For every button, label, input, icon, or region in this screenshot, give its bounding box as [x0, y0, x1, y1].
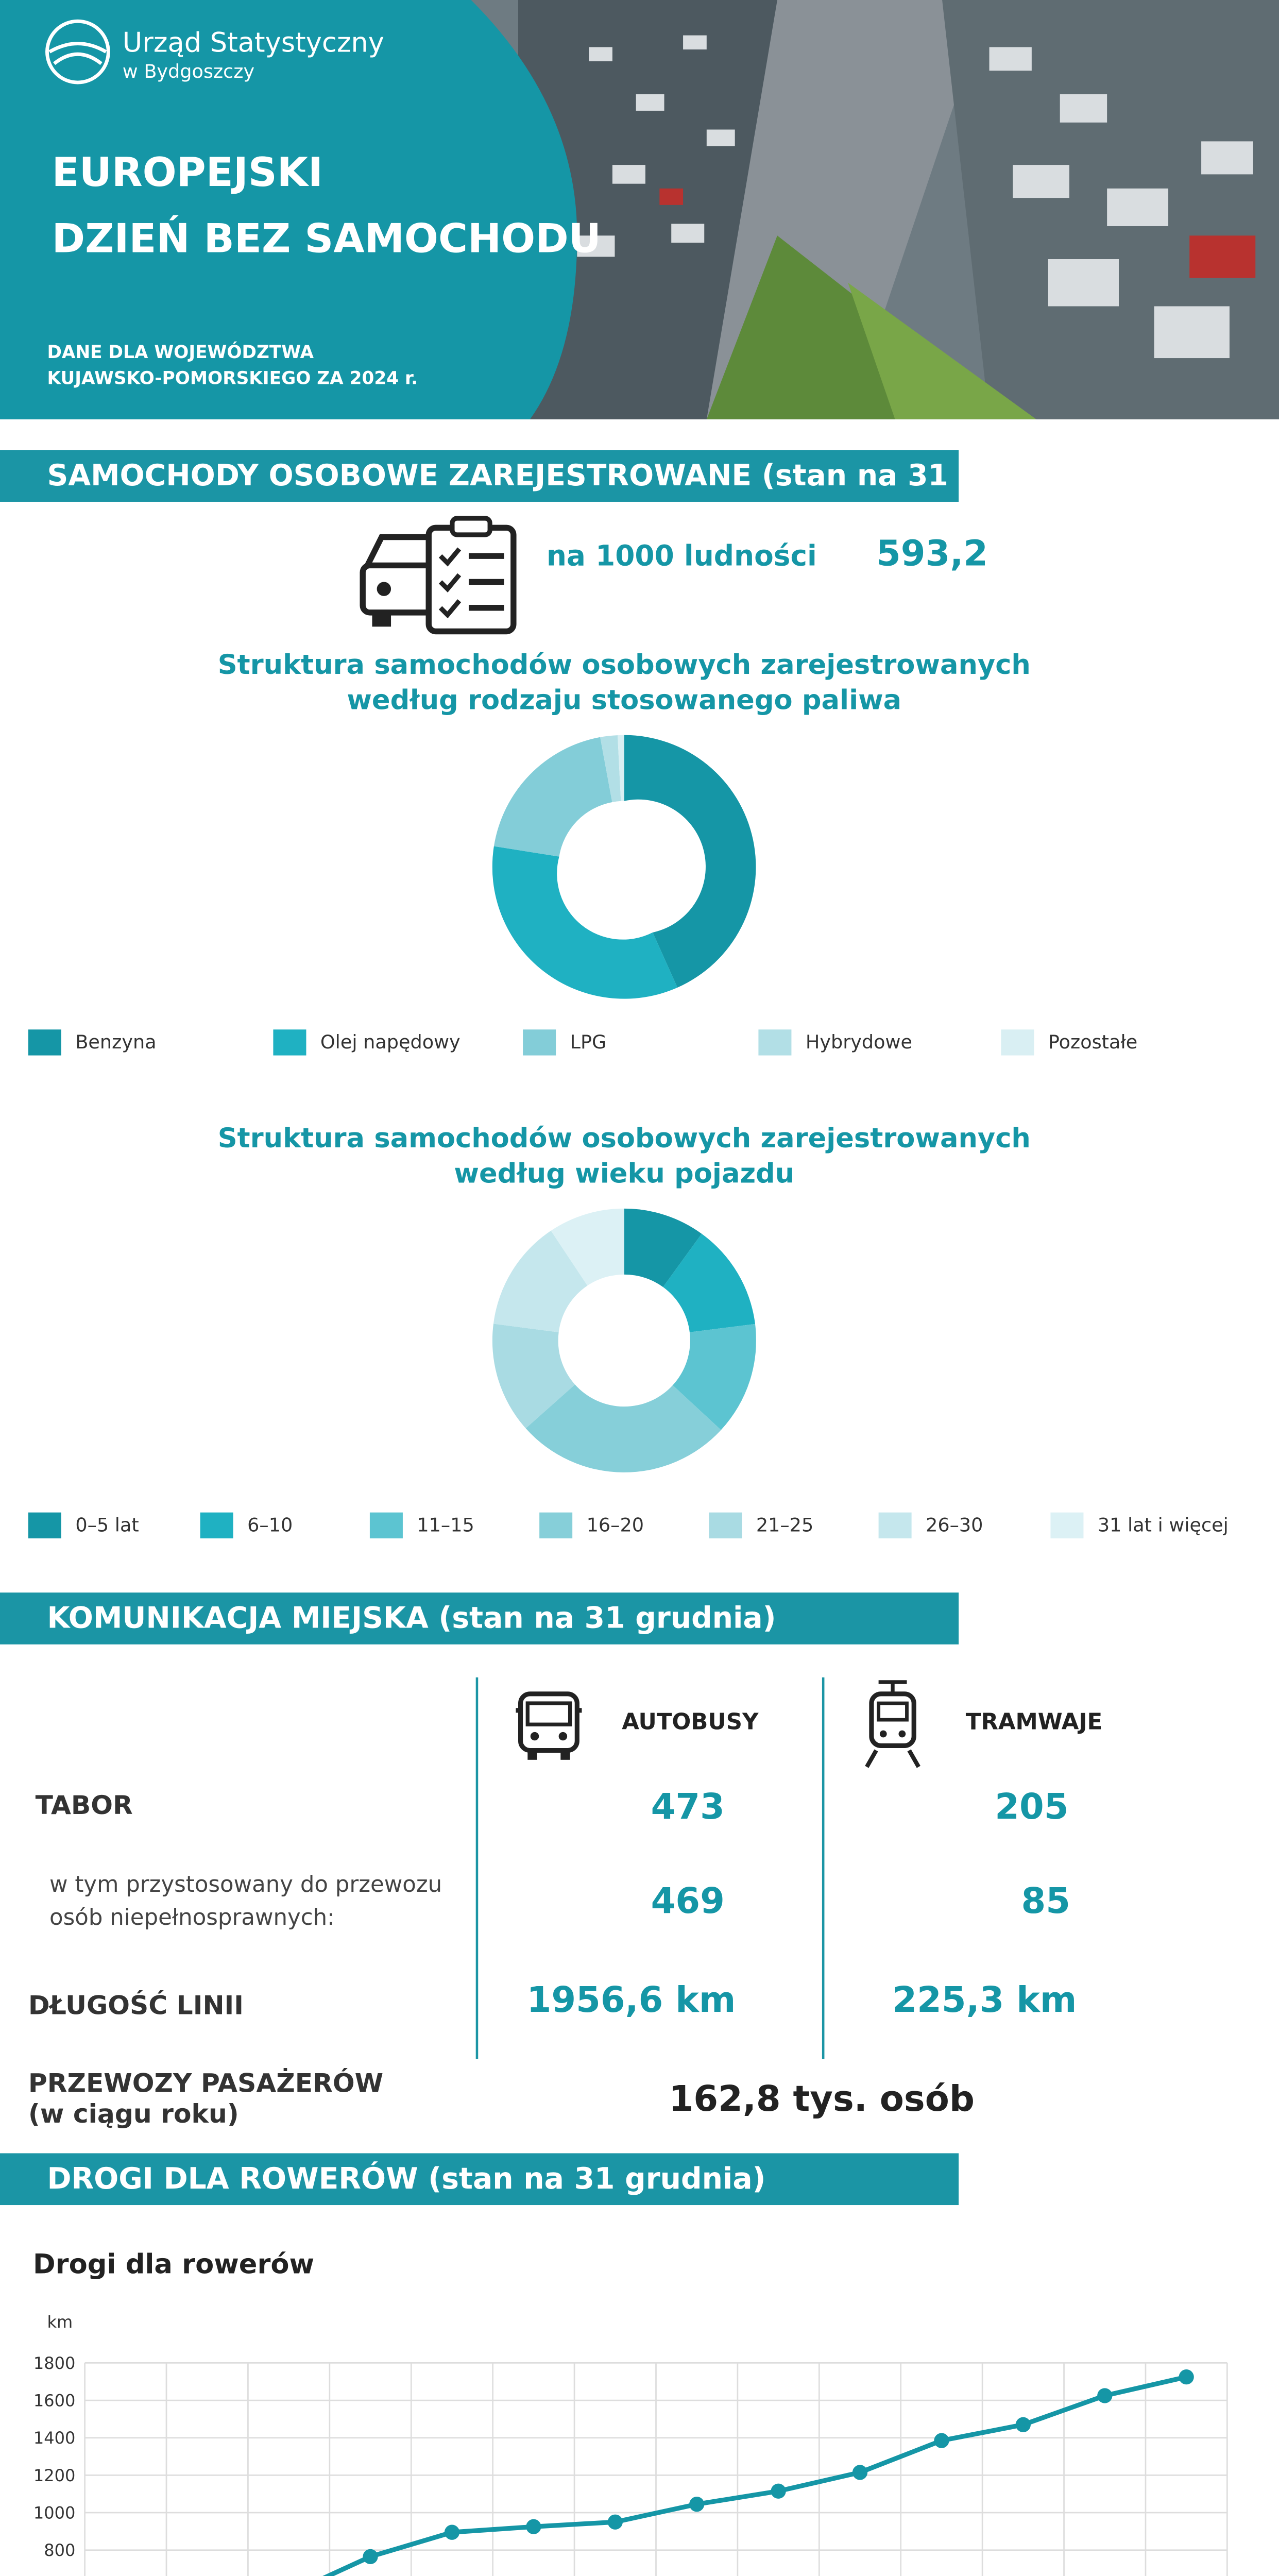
- adapted-label-line2: osób niepełnosprawnych:: [49, 1906, 335, 1932]
- per-1000-label: na 1000 ludności: [546, 539, 817, 573]
- data-point: [1179, 2369, 1194, 2384]
- age-legend-16-20: 16–20: [539, 1513, 644, 1538]
- data-point: [1097, 2388, 1112, 2403]
- fuel-legend-lpg: LPG: [523, 1029, 606, 1055]
- length-tram-value: 225,3 km: [892, 1979, 1077, 2022]
- passengers-label-line1: PRZEWOZY PASAŻERÓW: [28, 2068, 384, 2099]
- tabor-bus-value: 473: [651, 1786, 725, 1828]
- fuel-legend-olej: Olej napędowy: [273, 1029, 460, 1055]
- fuel-slice-olej: [492, 846, 677, 999]
- org-name-line1: Urząd Statystyczny: [122, 26, 384, 59]
- age-legend-0-5: 0–5 lat: [28, 1513, 139, 1538]
- car-clipboard-icon: [358, 514, 523, 636]
- per-1000-value: 593,2: [876, 532, 988, 575]
- bus-icon: [514, 1687, 584, 1762]
- org-name-line2: w Bydgoszczy: [122, 61, 255, 83]
- adapted-bus-value: 469: [651, 1880, 725, 1923]
- length-bus-value: 1956,6 km: [526, 1979, 736, 2022]
- adapted-label-line1: w tym przystosowany do przewozu: [49, 1873, 442, 1899]
- subtitle-line2: KUJAWSKO-POMORSKIEGO ZA 2024 r.: [47, 367, 418, 389]
- org-logo: [42, 16, 113, 96]
- fuel-chart-title-line2: według rodzaju stosowanego paliwa: [347, 683, 902, 717]
- data-point: [852, 2465, 867, 2480]
- adapted-tram-value: 85: [1021, 1880, 1071, 1923]
- page-title-line2: DZIEŃ BEZ SAMOCHODU: [52, 216, 601, 264]
- age-legend-21-25: 21–25: [709, 1513, 813, 1538]
- data-point: [689, 2497, 704, 2512]
- cars-section-banner: SAMOCHODY OSOBOWE ZAREJESTROWANE (stan na 31 grudnia): [0, 450, 959, 502]
- y-tick-label: 1000: [33, 2503, 76, 2523]
- age-legend-31-plus: 31 lat i więcej: [1050, 1513, 1228, 1538]
- fuel-legend-benzyna: Benzyna: [28, 1029, 157, 1055]
- y-tick-label: 1200: [33, 2465, 76, 2485]
- fuel-legend-pozostale: Pozostałe: [1001, 1029, 1137, 1055]
- length-label: DŁUGOŚĆ LINII: [28, 1990, 244, 2022]
- age-legend-6-10: 6–10: [200, 1513, 293, 1538]
- age-legend-26-30: 26–30: [879, 1513, 983, 1538]
- data-point: [445, 2525, 459, 2540]
- data-point: [526, 2519, 541, 2534]
- age-donut-chart: [492, 1209, 756, 1472]
- tram-column-header: TRAMWAJE: [965, 1710, 1103, 1737]
- bike-chart-title: Drogi dla rowerów: [33, 2247, 315, 2281]
- data-point: [771, 2484, 786, 2499]
- tabor-label: TABOR: [35, 1790, 133, 1821]
- bikes-section-banner: DROGI DLA ROWERÓW (stan na 31 grudnia): [0, 2153, 959, 2205]
- data-point: [934, 2433, 949, 2448]
- transit-divider-right: [822, 1677, 825, 2059]
- fuel-slice-lpg: [494, 737, 612, 857]
- y-tick-label: 1600: [33, 2391, 76, 2411]
- fuel-donut-chart: [492, 735, 756, 999]
- y-tick-label: 1800: [33, 2353, 76, 2373]
- tram-icon: [862, 1680, 924, 1769]
- y-tick-label: 1400: [33, 2428, 76, 2448]
- data-point: [363, 2549, 378, 2564]
- data-point: [1016, 2417, 1031, 2432]
- y-tick-label: 800: [44, 2540, 76, 2561]
- transit-divider-left: [476, 1677, 479, 2059]
- age-chart-title-line1: Struktura samochodów osobowych zarejestrowanych: [217, 1121, 1031, 1155]
- bike-line-chart: [0, 2297, 1279, 2576]
- passengers-label-line2: (w ciągu roku): [28, 2099, 239, 2130]
- gus-logo-icon: [42, 16, 113, 87]
- tabor-tram-value: 205: [995, 1786, 1069, 1828]
- data-point: [608, 2515, 623, 2530]
- y-axis-label: km: [47, 2312, 73, 2332]
- page-title-line1: EUROPEJSKI: [52, 150, 323, 198]
- age-legend-11-15: 11–15: [370, 1513, 474, 1538]
- fuel-chart-title-line1: Struktura samochodów osobowych zarejestrowanych: [217, 648, 1031, 681]
- passengers-value: 162,8 tys. osób: [669, 2078, 975, 2121]
- transit-section-banner: KOMUNIKACJA MIEJSKA (stan na 31 grudnia): [0, 1592, 959, 1645]
- bus-column-header: AUTOBUSY: [622, 1710, 759, 1737]
- age-chart-title-line2: według wieku pojazdu: [454, 1157, 795, 1190]
- fuel-legend-hybrydowe: Hybrydowe: [758, 1029, 912, 1055]
- subtitle-line1: DANE DLA WOJEWÓDZTWA: [47, 342, 314, 363]
